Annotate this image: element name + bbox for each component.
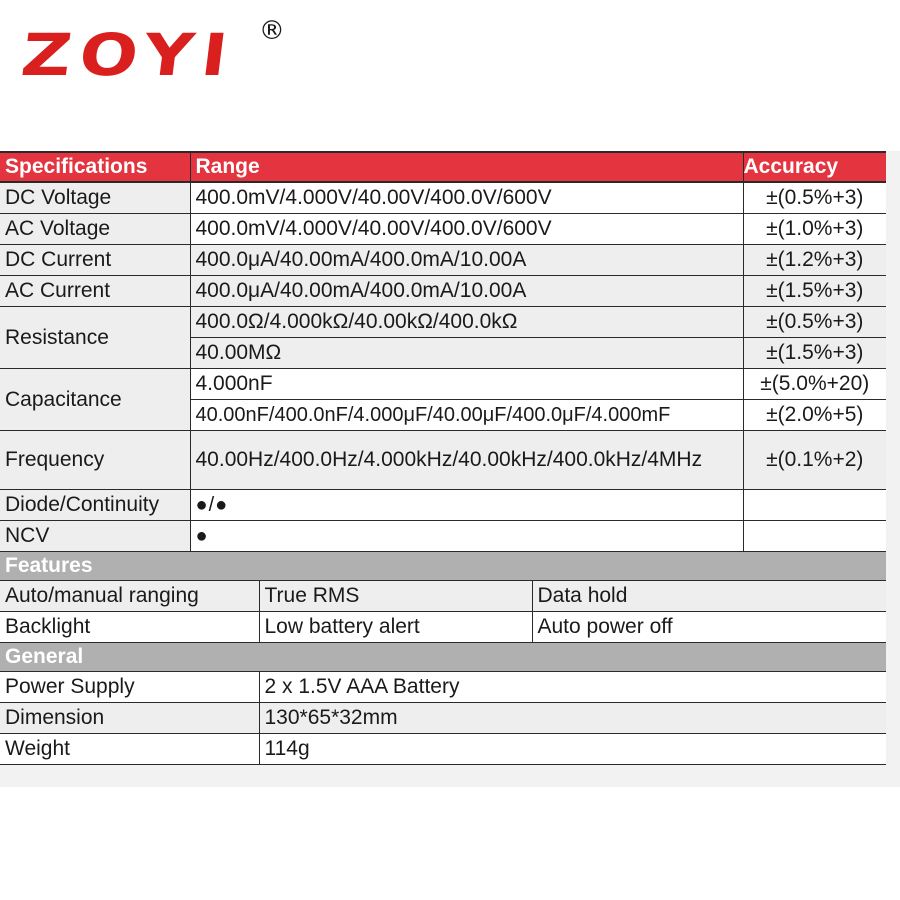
header-specifications: Specifications (0, 152, 190, 182)
spec-label: DC Voltage (0, 182, 190, 214)
spec-accuracy: ±(1.5%+3) (743, 338, 886, 369)
row-power-supply (0, 672, 886, 703)
spec-accuracy (743, 490, 886, 521)
spec-range: 40.00Hz/400.0Hz/4.000kHz/40.00kHz/400.0kHz/4MHz (190, 431, 743, 490)
spec-accuracy: ±(1.0%+3) (743, 214, 886, 245)
row-weight (0, 734, 886, 765)
row-dimension (0, 703, 886, 734)
spec-label: Diode/Continuity (0, 490, 190, 521)
spec-accuracy: ±(0.5%+3) (743, 182, 886, 214)
general-section-header (0, 643, 886, 672)
general-value: 2 x 1.5V AAA Battery (259, 672, 886, 703)
spec-range: 4.000nF (190, 369, 743, 400)
row-capacitance-1 (0, 369, 886, 400)
spec-accuracy (743, 521, 886, 552)
spec-sheet (0, 151, 900, 787)
row-diode-continuity (0, 490, 886, 521)
features-row (0, 581, 886, 612)
spec-range: 400.0mV/4.000V/40.00V/400.0V/600V (190, 182, 743, 214)
feature-item: Low battery alert (259, 612, 532, 643)
zoyi-logo (17, 16, 285, 89)
spec-accuracy: ±(1.5%+3) (743, 276, 886, 307)
row-ac-voltage (0, 214, 886, 245)
spec-label: AC Voltage (0, 214, 190, 245)
row-ncv (0, 521, 886, 552)
spec-range: 400.0μA/40.00mA/400.0mA/10.00A (190, 276, 743, 307)
spec-range: 400.0mV/4.000V/40.00V/400.0V/600V (190, 214, 743, 245)
feature-item: Backlight (0, 612, 259, 643)
general-label: Dimension (0, 703, 259, 734)
spec-range: 40.00nF/400.0nF/4.000μF/40.00μF/400.0μF/4.000mF (190, 400, 743, 431)
spec-accuracy: ±(0.5%+3) (743, 307, 886, 338)
row-dc-current (0, 245, 886, 276)
table-header-row (0, 152, 886, 182)
spec-range: 40.00MΩ (190, 338, 743, 369)
spec-accuracy: ±(0.1%+2) (743, 431, 886, 490)
spec-accuracy: ±(5.0%+20) (743, 369, 886, 400)
supported-indicator: ● (190, 521, 743, 552)
spec-label: Frequency (0, 431, 190, 490)
supported-indicator: ●/● (190, 490, 743, 521)
section-title: General (0, 643, 886, 672)
row-dc-voltage (0, 182, 886, 214)
registered-mark: ® (258, 16, 285, 46)
spec-accuracy: ±(1.2%+3) (743, 245, 886, 276)
row-resistance-1 (0, 307, 886, 338)
spec-range: 400.0μA/40.00mA/400.0mA/10.00A (190, 245, 743, 276)
general-value: 114g (259, 734, 886, 765)
spec-label: DC Current (0, 245, 190, 276)
specifications-table (0, 151, 886, 765)
logo-wordmark: ZOYI (17, 21, 240, 89)
spec-label: Capacitance (0, 369, 190, 431)
feature-item: Auto power off (532, 612, 886, 643)
spec-label: AC Current (0, 276, 190, 307)
section-title: Features (0, 552, 886, 581)
header-range: Range (190, 152, 743, 182)
spec-label: NCV (0, 521, 190, 552)
general-label: Power Supply (0, 672, 259, 703)
general-value: 130*65*32mm (259, 703, 886, 734)
spec-label: Resistance (0, 307, 190, 369)
feature-item: Auto/manual ranging (0, 581, 259, 612)
feature-item: Data hold (532, 581, 886, 612)
feature-item: True RMS (259, 581, 532, 612)
header-accuracy: Accuracy (743, 152, 886, 182)
features-row (0, 612, 886, 643)
row-frequency (0, 431, 886, 490)
features-section-header (0, 552, 886, 581)
row-ac-current (0, 276, 886, 307)
spec-accuracy: ±(2.0%+5) (743, 400, 886, 431)
spec-range: 400.0Ω/4.000kΩ/40.00kΩ/400.0kΩ (190, 307, 743, 338)
general-label: Weight (0, 734, 259, 765)
